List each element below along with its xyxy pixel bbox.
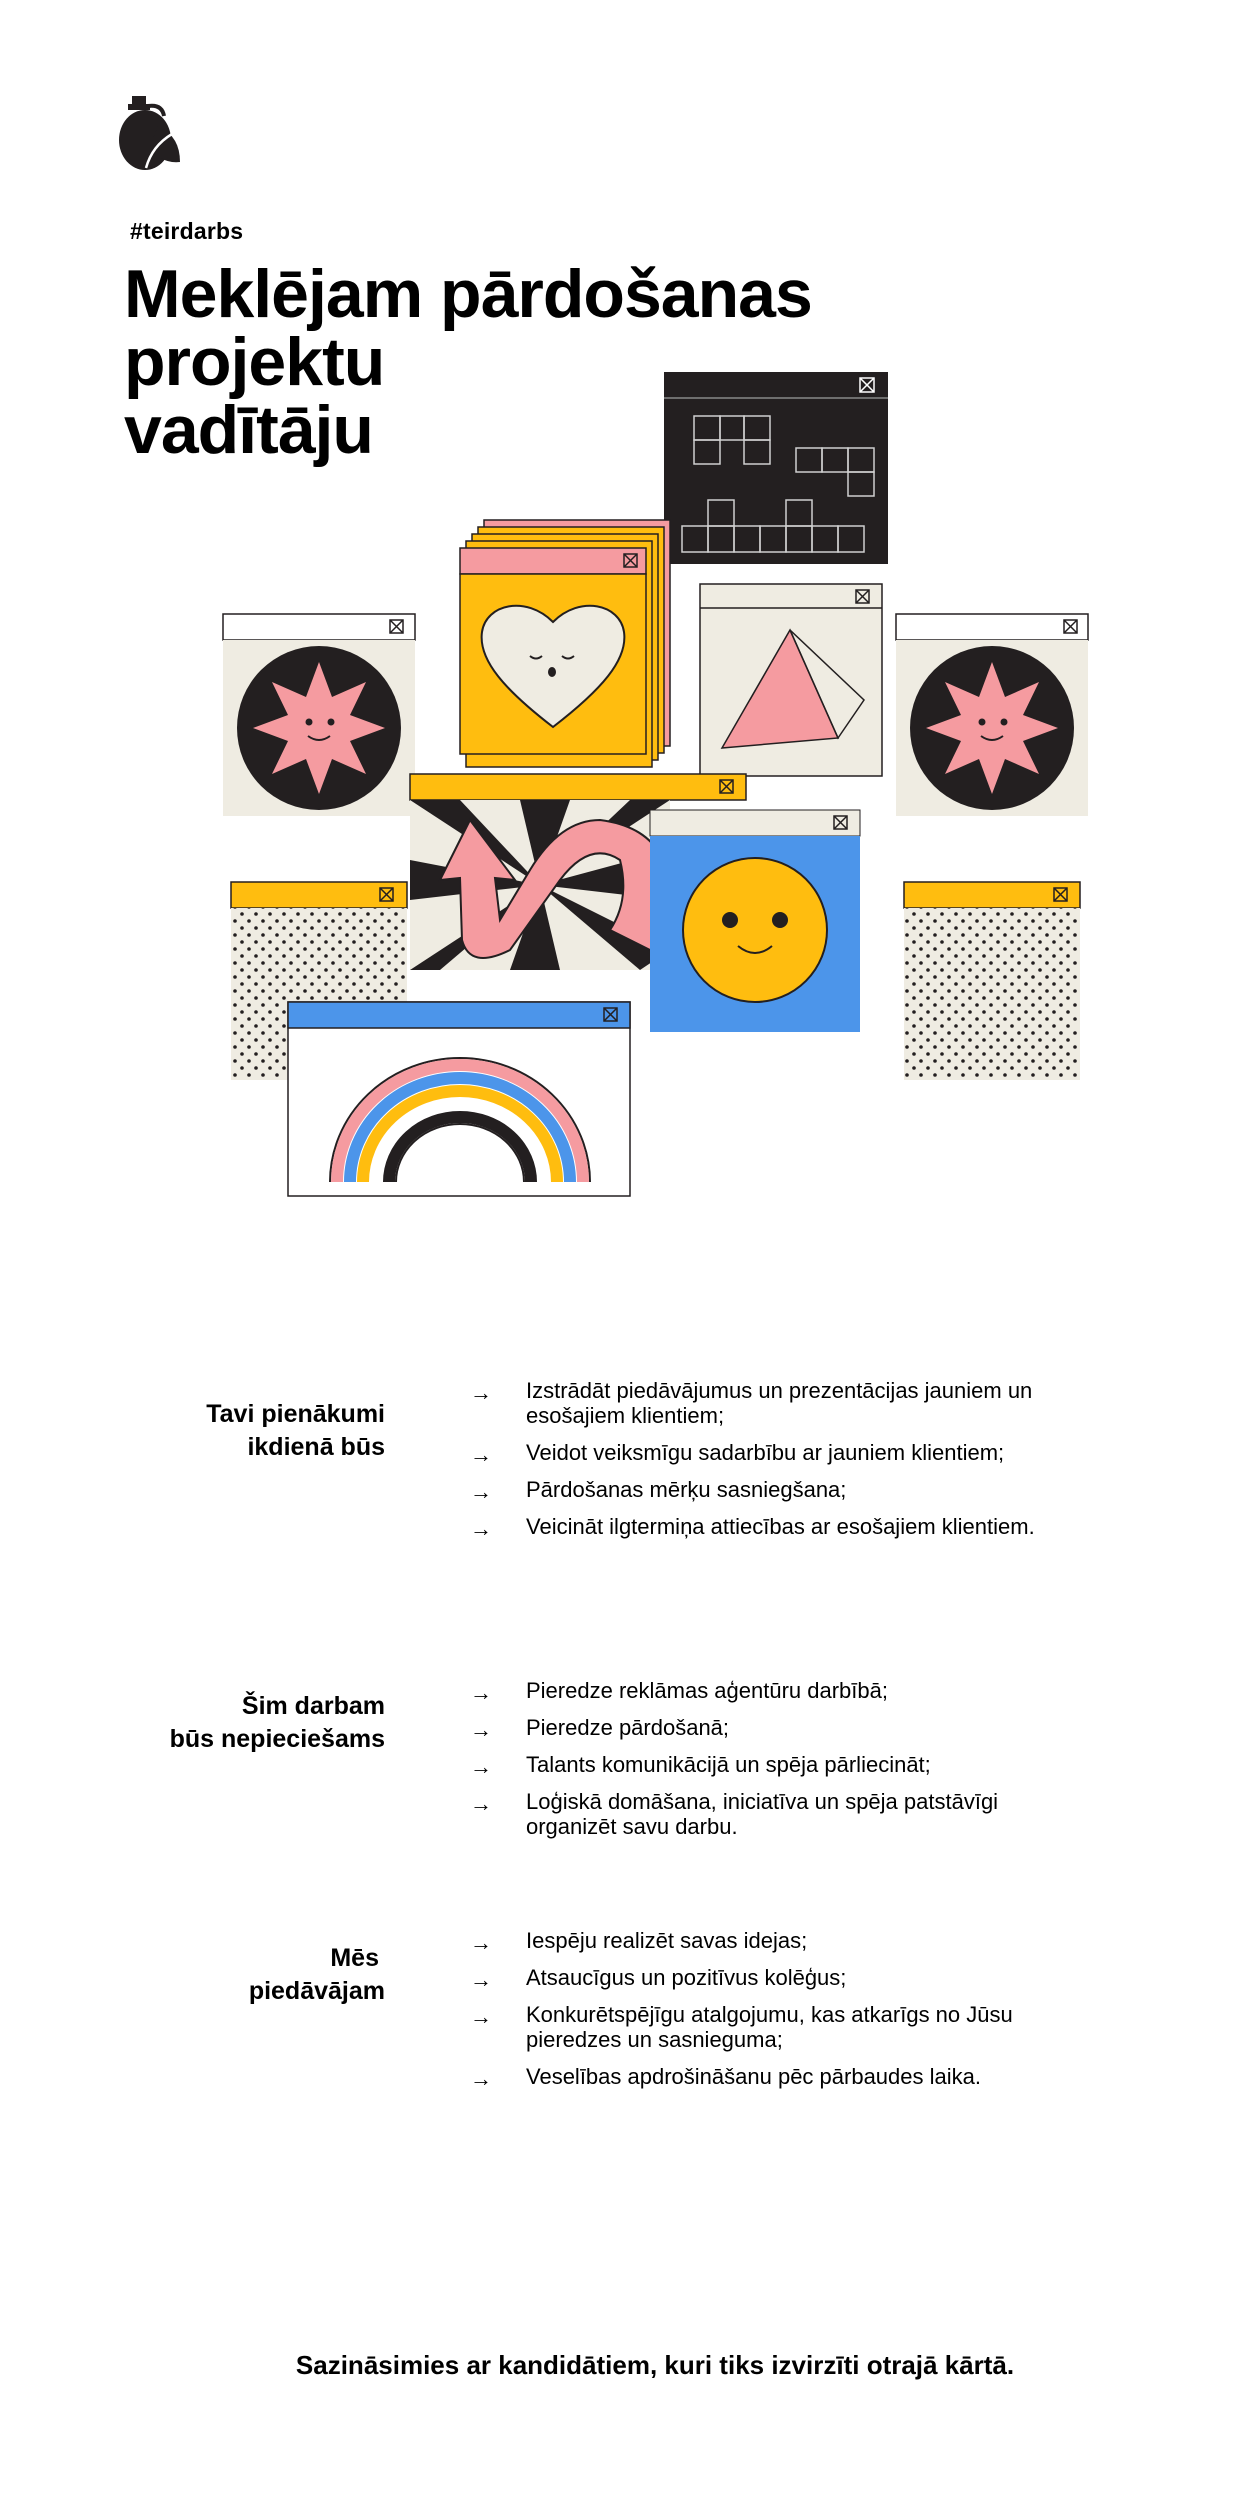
list-item <box>470 1378 1070 1428</box>
list-item <box>470 1789 1070 1839</box>
list-item-text: Atsaucīgus un pozitīvus kolēģus; <box>526 1965 847 1990</box>
footer-note: Sazināsimies ar kandidātiem, kuri tiks izvirzīti otrajā kārtā. <box>295 2350 1015 2380</box>
duties-list <box>470 1378 1070 1551</box>
list-item-text: Iespēju realizēt savas idejas; <box>526 1928 808 1953</box>
list-item <box>470 1477 1070 1502</box>
heart-window <box>460 520 670 767</box>
section-title-line: Tavi pienākumi <box>206 1400 385 1428</box>
arrow-right-icon: → <box>470 1479 492 1504</box>
section-title-line: būs nepieciešams <box>169 1725 385 1753</box>
arrow-right-icon: → <box>470 1930 492 1955</box>
section-title <box>25 1398 385 1464</box>
list-item-text: Veidot veiksmīgu sadarbību ar jauniem klientiem; <box>526 1440 1005 1465</box>
arrow-right-icon: → <box>470 1380 492 1405</box>
pyramid-window <box>700 584 882 776</box>
list-item-text: Veselības apdrošināšanu pēc pārbaudes laika. <box>526 2064 981 2089</box>
hashtag: #teirdarbs <box>130 218 244 244</box>
sun-window-right <box>896 614 1088 816</box>
list-item-text: Veicināt ilgtermiņa attiecības ar esošajiem klientiem. <box>526 1514 1035 1539</box>
list-item <box>470 2002 1070 2052</box>
windows-illustration <box>210 370 1110 1210</box>
section-title-line: Mēs <box>330 1944 379 1972</box>
title-line: vadītāju <box>124 392 373 468</box>
list-item-text: Pārdošanas mērķu sasniegšana; <box>526 1477 847 1502</box>
arrow-right-icon: → <box>470 1516 492 1541</box>
list-item-text: Talants komunikācijā un spēja pārliecināt; <box>526 1752 931 1777</box>
list-item-text: Pieredze pārdošanā; <box>526 1715 730 1740</box>
requirements-list <box>470 1678 1070 1851</box>
section-title <box>25 1942 385 2008</box>
list-item-text: Konkurētspējīgu atalgojumu, kas atkarīgs no Jūsu pieredzes un sasnieguma; <box>526 2002 1013 2052</box>
list-item <box>470 1440 1070 1465</box>
section-title <box>25 1690 385 1756</box>
arrow-right-icon: → <box>470 1717 492 1742</box>
section-title-line: Šim darbam <box>241 1692 385 1720</box>
list-item <box>470 1928 1070 1953</box>
list-item <box>470 1514 1070 1539</box>
offer-list <box>470 1928 1070 2101</box>
arrow-right-icon: → <box>470 1442 492 1467</box>
section-title-line: piedāvājam <box>248 1977 385 2005</box>
list-item <box>470 2064 1070 2089</box>
smiley-window <box>650 810 860 1032</box>
rainbow-window <box>288 1002 630 1196</box>
arrow-right-icon: → <box>470 1680 492 1705</box>
arrow-right-icon: → <box>470 2004 492 2029</box>
list-item-text: Loģiskā domāšana, iniciatīva un spēja patstāvīgi organizēt savu darbu. <box>526 1789 999 1839</box>
list-item-text: Pieredze reklāmas aģentūru darbībā; <box>526 1678 888 1703</box>
arrow-right-icon: → <box>470 1791 492 1816</box>
list-item <box>470 1752 1070 1777</box>
section-title-line: ikdienā būs <box>247 1433 385 1461</box>
list-item-text: Izstrādāt piedāvājumus un prezentācijas jauniem un esošajiem klientiem; <box>526 1378 1033 1428</box>
grid-window <box>664 372 888 564</box>
title-line: projektu <box>124 324 385 400</box>
list-item <box>470 1965 1070 1990</box>
list-item <box>470 1715 1070 1740</box>
arrow-right-icon: → <box>470 2066 492 2091</box>
arrow-right-icon: → <box>470 1967 492 1992</box>
dotted-window-right <box>904 882 1080 1080</box>
title-line: Meklējam pārdošanas <box>124 256 812 332</box>
sun-window-left <box>223 614 415 816</box>
arrow-right-icon: → <box>470 1754 492 1779</box>
grenade-logo-icon <box>118 96 182 172</box>
list-item <box>470 1678 1070 1703</box>
